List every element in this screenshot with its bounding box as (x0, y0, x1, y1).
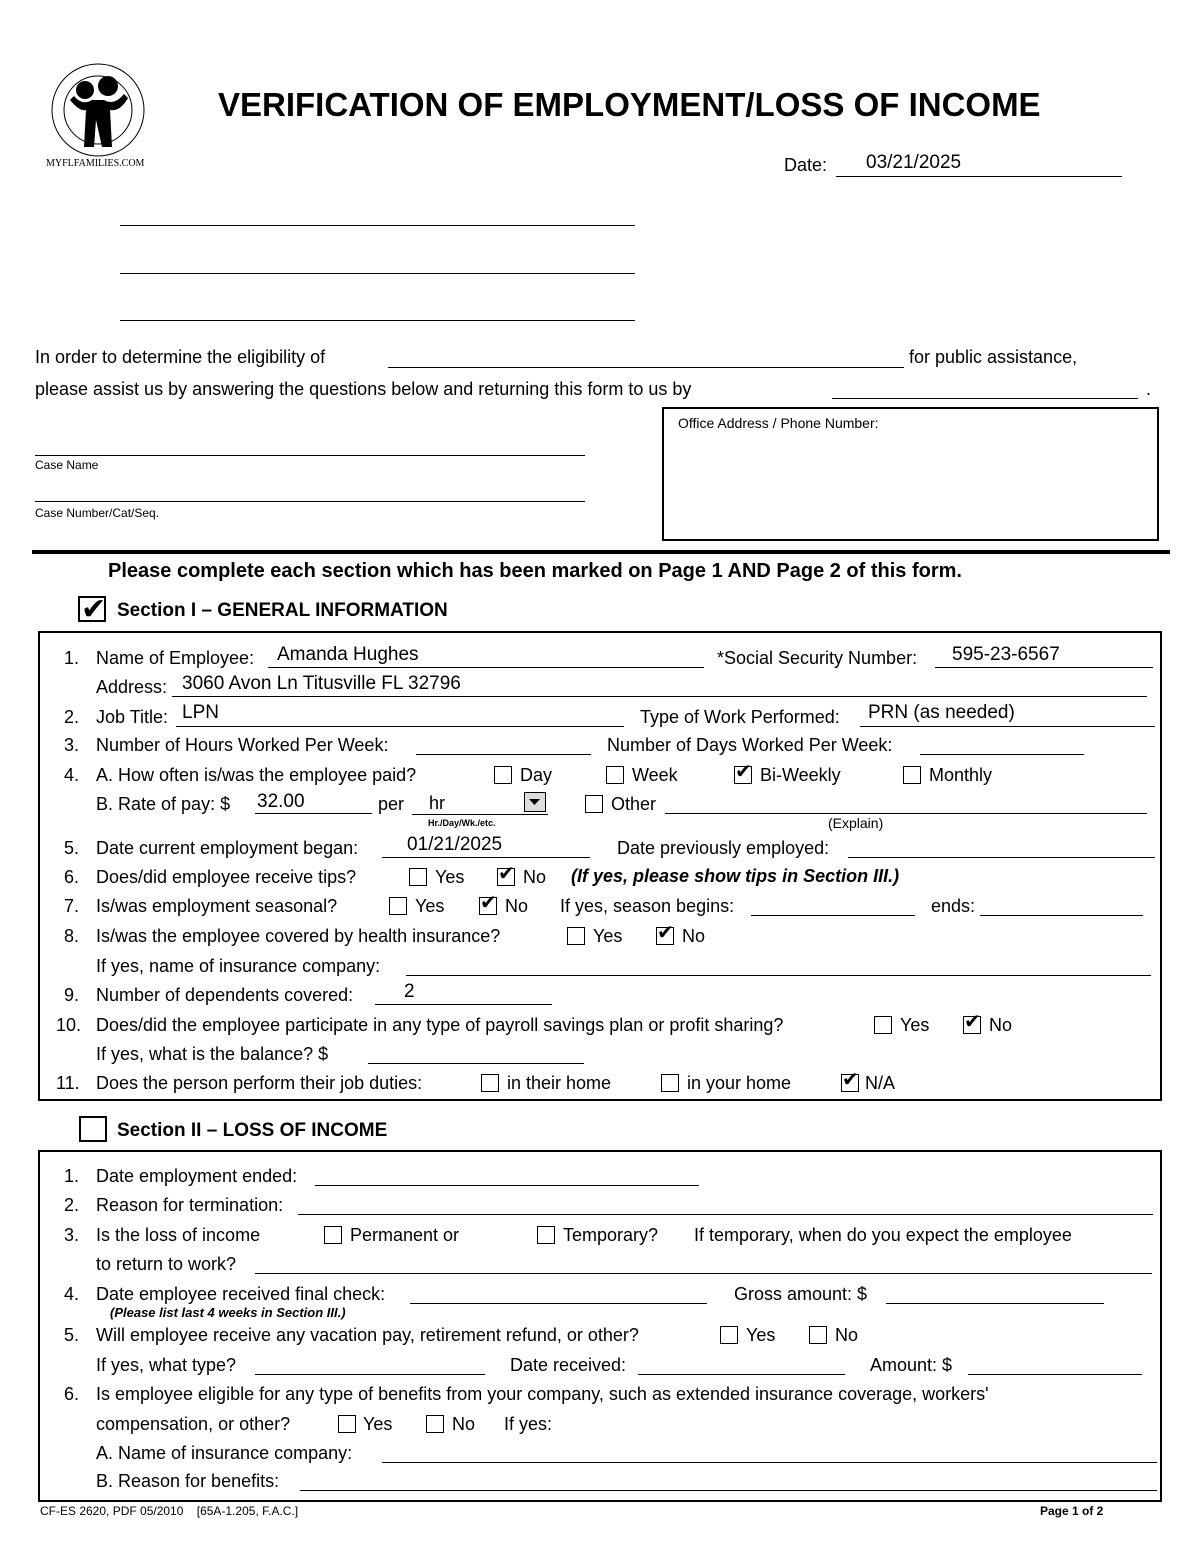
check-icon: ✔ (480, 892, 497, 914)
q10-number: 10. (56, 1015, 82, 1035)
insurance-company-label: If yes, name of insurance company: (96, 956, 381, 976)
check-icon: ✔ (657, 922, 674, 944)
vacation-date-field[interactable] (638, 1374, 845, 1375)
benefits-eligible-label: Is employee eligible for any type of benefits from your company, such as extended insurance coverage, workers' (96, 1384, 989, 1404)
q1-number: 1. (64, 648, 80, 668)
return-expect-label: If temporary, when do you expect the employee (694, 1225, 1072, 1245)
rate-of-pay-field[interactable] (255, 813, 372, 814)
intro-line1-b: for public assistance, (909, 347, 1078, 367)
savings-no-checkbox[interactable] (963, 1011, 981, 1034)
per-unit-select[interactable] (412, 790, 548, 815)
seasonal-yes-label: Yes (415, 896, 445, 916)
previously-employed-label: Date previously employed: (617, 838, 830, 858)
job-title-label: Job Title: (96, 707, 169, 727)
duties-your-home-label: in your home (687, 1073, 792, 1093)
duties-na-label: N/A (865, 1073, 896, 1093)
employment-ended-label: Date employment ended: (96, 1166, 298, 1186)
benefits-no-label: No (452, 1414, 476, 1434)
benefits-ifyes-label: If yes: (504, 1414, 553, 1434)
section2-checkbox[interactable] (79, 1116, 107, 1142)
vacation-amount-label: Amount: $ (870, 1355, 953, 1375)
savings-balance-label: If yes, what is the balance? $ (96, 1044, 329, 1064)
address-line-1[interactable] (120, 225, 635, 226)
section1-title: Section I – GENERAL INFORMATION (117, 600, 448, 621)
final-check-note: (Please list last 4 weeks in Section III.) (110, 1305, 346, 1320)
insurance-no-label: No (682, 926, 706, 946)
q11-number: 11. (56, 1073, 80, 1093)
dropdown-arrow-icon[interactable] (524, 792, 546, 812)
dependents-field[interactable] (375, 1004, 552, 1005)
benefits-reason-field[interactable] (300, 1490, 1157, 1491)
pay-biweekly-checkbox[interactable] (734, 761, 752, 784)
duties-your-home-checkbox[interactable] (661, 1074, 679, 1092)
hours-per-week-field[interactable] (416, 754, 591, 755)
section-divider (32, 550, 1170, 554)
pay-monthly-label: Monthly (929, 765, 993, 785)
savings-balance-field[interactable] (368, 1063, 584, 1064)
address-line-3[interactable] (120, 320, 635, 321)
case-name-label: Case Name (35, 458, 99, 472)
page-title: VERIFICATION OF EMPLOYMENT/LOSS OF INCOME (218, 86, 1041, 123)
tips-yes-checkbox[interactable] (409, 868, 427, 886)
check-icon: ✔ (964, 1011, 981, 1033)
job-title-field[interactable] (176, 726, 624, 727)
q9-number: 9. (64, 985, 80, 1005)
address-value: 3060 Avon Ln Titusville FL 32796 (182, 673, 461, 694)
employee-name-field[interactable] (268, 667, 704, 668)
benefits-no-checkbox[interactable] (426, 1415, 444, 1433)
dependents-label: Number of dependents covered: (96, 985, 354, 1005)
employee-name-value: Amanda Hughes (277, 644, 419, 665)
vacation-no-label: No (835, 1325, 859, 1345)
date-field[interactable] (836, 176, 1122, 177)
pay-week-label: Week (632, 765, 678, 785)
pay-other-checkbox[interactable] (585, 795, 603, 813)
benefits-yes-checkbox[interactable] (338, 1415, 356, 1433)
benefits-reason-label: B. Reason for benefits: (96, 1471, 280, 1491)
employment-began-value: 01/21/2025 (407, 834, 503, 855)
hours-per-week-label: Number of Hours Worked Per Week: (96, 735, 389, 755)
final-check-label: Date employee received final check: (96, 1284, 386, 1304)
s2-q6-number: 6. (64, 1384, 80, 1404)
pay-monthly-checkbox[interactable] (903, 766, 921, 784)
work-type-field[interactable] (860, 726, 1155, 727)
employment-began-field[interactable] (382, 857, 590, 858)
agency-logo (40, 52, 160, 172)
ssn-field[interactable] (935, 667, 1153, 668)
insurance-yes-label: Yes (593, 926, 623, 946)
seasonal-no-checkbox[interactable] (479, 892, 497, 915)
termination-reason-label: Reason for termination: (96, 1195, 284, 1215)
instructions: Please complete each section which has been marked on Page 1 AND Page 2 of this form. (108, 560, 962, 582)
savings-no-label: No (989, 1015, 1013, 1035)
address-field[interactable] (172, 696, 1147, 697)
duties-their-home-checkbox[interactable] (481, 1074, 499, 1092)
pay-week-checkbox[interactable] (606, 766, 624, 784)
seasonal-label: Is/was employment seasonal? (96, 896, 338, 916)
insurance-company-field[interactable] (406, 975, 1151, 976)
q8-number: 8. (64, 926, 80, 946)
days-per-week-field[interactable] (920, 754, 1084, 755)
s2-q1-number: 1. (64, 1166, 80, 1186)
explain-label: (Explain) (828, 815, 884, 831)
s2-q5-number: 5. (64, 1325, 80, 1345)
eligibility-name-field[interactable] (388, 367, 904, 368)
gross-amount-field[interactable] (886, 1303, 1104, 1304)
benefits-insurance-label: A. Name of insurance company: (96, 1443, 353, 1463)
section1-checkbox[interactable] (78, 593, 107, 626)
intro-line1-a: In order to determine the eligibility of (35, 347, 326, 367)
benefits-yes-label: Yes (363, 1414, 393, 1434)
vacation-no-checkbox[interactable] (809, 1326, 827, 1344)
vacation-type-field[interactable] (255, 1374, 485, 1375)
case-name-field[interactable] (35, 455, 585, 456)
job-duties-label: Does the person perform their job duties: (96, 1073, 423, 1093)
insurance-no-checkbox[interactable] (656, 922, 674, 945)
payroll-savings-label: Does/did the employee participate in any type of payroll savings plan or profit sharing? (96, 1015, 784, 1035)
vacation-date-label: Date received: (510, 1355, 627, 1375)
ssn-label: *Social Security Number: (717, 648, 918, 668)
section2-title: Section II – LOSS OF INCOME (117, 1120, 388, 1141)
vacation-yes-label: Yes (746, 1325, 776, 1345)
pay-other-explain-field[interactable] (665, 813, 1147, 814)
check-icon: ✔ (498, 863, 515, 885)
loss-permanent-checkbox[interactable] (324, 1226, 342, 1244)
rate-of-pay-value: 32.00 (257, 791, 305, 812)
loss-temporary-checkbox[interactable] (537, 1226, 555, 1244)
seasonal-yes-checkbox[interactable] (389, 897, 407, 915)
employment-began-label: Date current employment began: (96, 838, 359, 858)
previously-employed-field[interactable] (848, 857, 1155, 858)
benefits-insurance-field[interactable] (382, 1462, 1157, 1463)
check-icon: ✔ (842, 1069, 859, 1091)
termination-reason-field[interactable] (298, 1214, 1153, 1215)
loss-type-label: Is the loss of income (96, 1225, 261, 1245)
case-number-label: Case Number/Cat/Seq. (35, 506, 160, 520)
vacation-amount-field[interactable] (968, 1374, 1142, 1375)
savings-yes-label: Yes (900, 1015, 930, 1035)
seasonal-no-label: No (505, 896, 529, 916)
health-insurance-label: Is/was the employee covered by health insurance? (96, 926, 501, 946)
per-label: per (378, 794, 405, 814)
check-icon: ✔ (735, 761, 752, 783)
page-number: Page 1 of 2 (1040, 1504, 1104, 1518)
tips-no-label: No (523, 867, 547, 887)
savings-yes-checkbox[interactable] (874, 1016, 892, 1034)
check-icon: ✔ (81, 593, 107, 626)
q3-number: 3. (64, 735, 80, 755)
tips-label: Does/did employee receive tips? (96, 867, 357, 887)
duties-their-home-label: in their home (507, 1073, 612, 1093)
tips-note: (If yes, please show tips in Section III.) (571, 866, 900, 886)
employment-ended-field[interactable] (315, 1185, 699, 1186)
pay-biweekly-label: Bi-Weekly (760, 765, 841, 785)
job-title-value: LPN (182, 702, 219, 723)
dependents-value: 2 (404, 981, 415, 1002)
pay-other-label: Other (611, 794, 657, 814)
address-line-2[interactable] (120, 273, 635, 274)
pay-day-label: Day (520, 765, 553, 785)
rate-of-pay-label: B. Rate of pay: $ (96, 794, 231, 814)
tips-no-checkbox[interactable] (497, 863, 515, 886)
vacation-type-label: If yes, what type? (96, 1355, 237, 1375)
loss-temporary-label: Temporary? (563, 1225, 659, 1245)
per-unit-hint: Hr./Day/Wk./etc. (428, 818, 496, 828)
loss-permanent-label: Permanent or (350, 1225, 460, 1245)
intro-line2: please assist us by answering the questions below and returning this form to us by (35, 379, 692, 399)
final-check-field[interactable] (410, 1303, 707, 1304)
duties-na-checkbox[interactable] (841, 1069, 859, 1092)
season-begins-field[interactable] (751, 915, 915, 916)
days-per-week-label: Number of Days Worked Per Week: (607, 735, 893, 755)
season-begins-label: If yes, season begins: (560, 896, 735, 916)
address-label: Address: (96, 677, 168, 697)
vacation-pay-label: Will employee receive any vacation pay, retirement refund, or other? (96, 1325, 639, 1345)
benefits-eligible-label-2: compensation, or other? (96, 1414, 291, 1434)
q5-number: 5. (64, 838, 80, 858)
s2-q2-number: 2. (64, 1195, 80, 1215)
ssn-value: 595-23-6567 (952, 644, 1060, 665)
office-address-label: Office Address / Phone Number: (678, 415, 879, 431)
date-value: 03/21/2025 (866, 152, 962, 173)
return-to-work-field[interactable] (255, 1273, 1152, 1274)
q4-number: 4. (64, 765, 80, 785)
return-to-work-label: to return to work? (96, 1254, 237, 1274)
employee-name-label: Name of Employee: (96, 648, 255, 668)
season-ends-label: ends: (931, 896, 976, 916)
return-by-field[interactable] (832, 398, 1138, 399)
case-number-field[interactable] (35, 501, 585, 502)
work-type-value: PRN (as needed) (868, 702, 1015, 723)
s2-q4-number: 4. (64, 1284, 80, 1304)
q7-number: 7. (64, 896, 80, 916)
form-id: CF-ES 2620, PDF 05/2010 [65A-1.205, F.A.C.] (40, 1504, 299, 1518)
logo-site-text: MYFLFAMILIES.COM (46, 158, 145, 169)
per-unit-value: hr (429, 793, 446, 813)
season-ends-field[interactable] (980, 915, 1143, 916)
q6-number: 6. (64, 867, 80, 887)
pay-frequency-label: A. How often is/was the employee paid? (96, 765, 417, 785)
work-type-label: Type of Work Performed: (640, 707, 840, 727)
pay-day-checkbox[interactable] (494, 766, 512, 784)
intro-line2-end: . (1146, 379, 1152, 399)
date-label: Date: (784, 155, 828, 175)
vacation-yes-checkbox[interactable] (720, 1326, 738, 1344)
q2-number: 2. (64, 707, 80, 727)
insurance-yes-checkbox[interactable] (567, 927, 585, 945)
gross-amount-label: Gross amount: $ (734, 1284, 868, 1304)
tips-yes-label: Yes (435, 867, 465, 887)
s2-q3-number: 3. (64, 1225, 80, 1245)
